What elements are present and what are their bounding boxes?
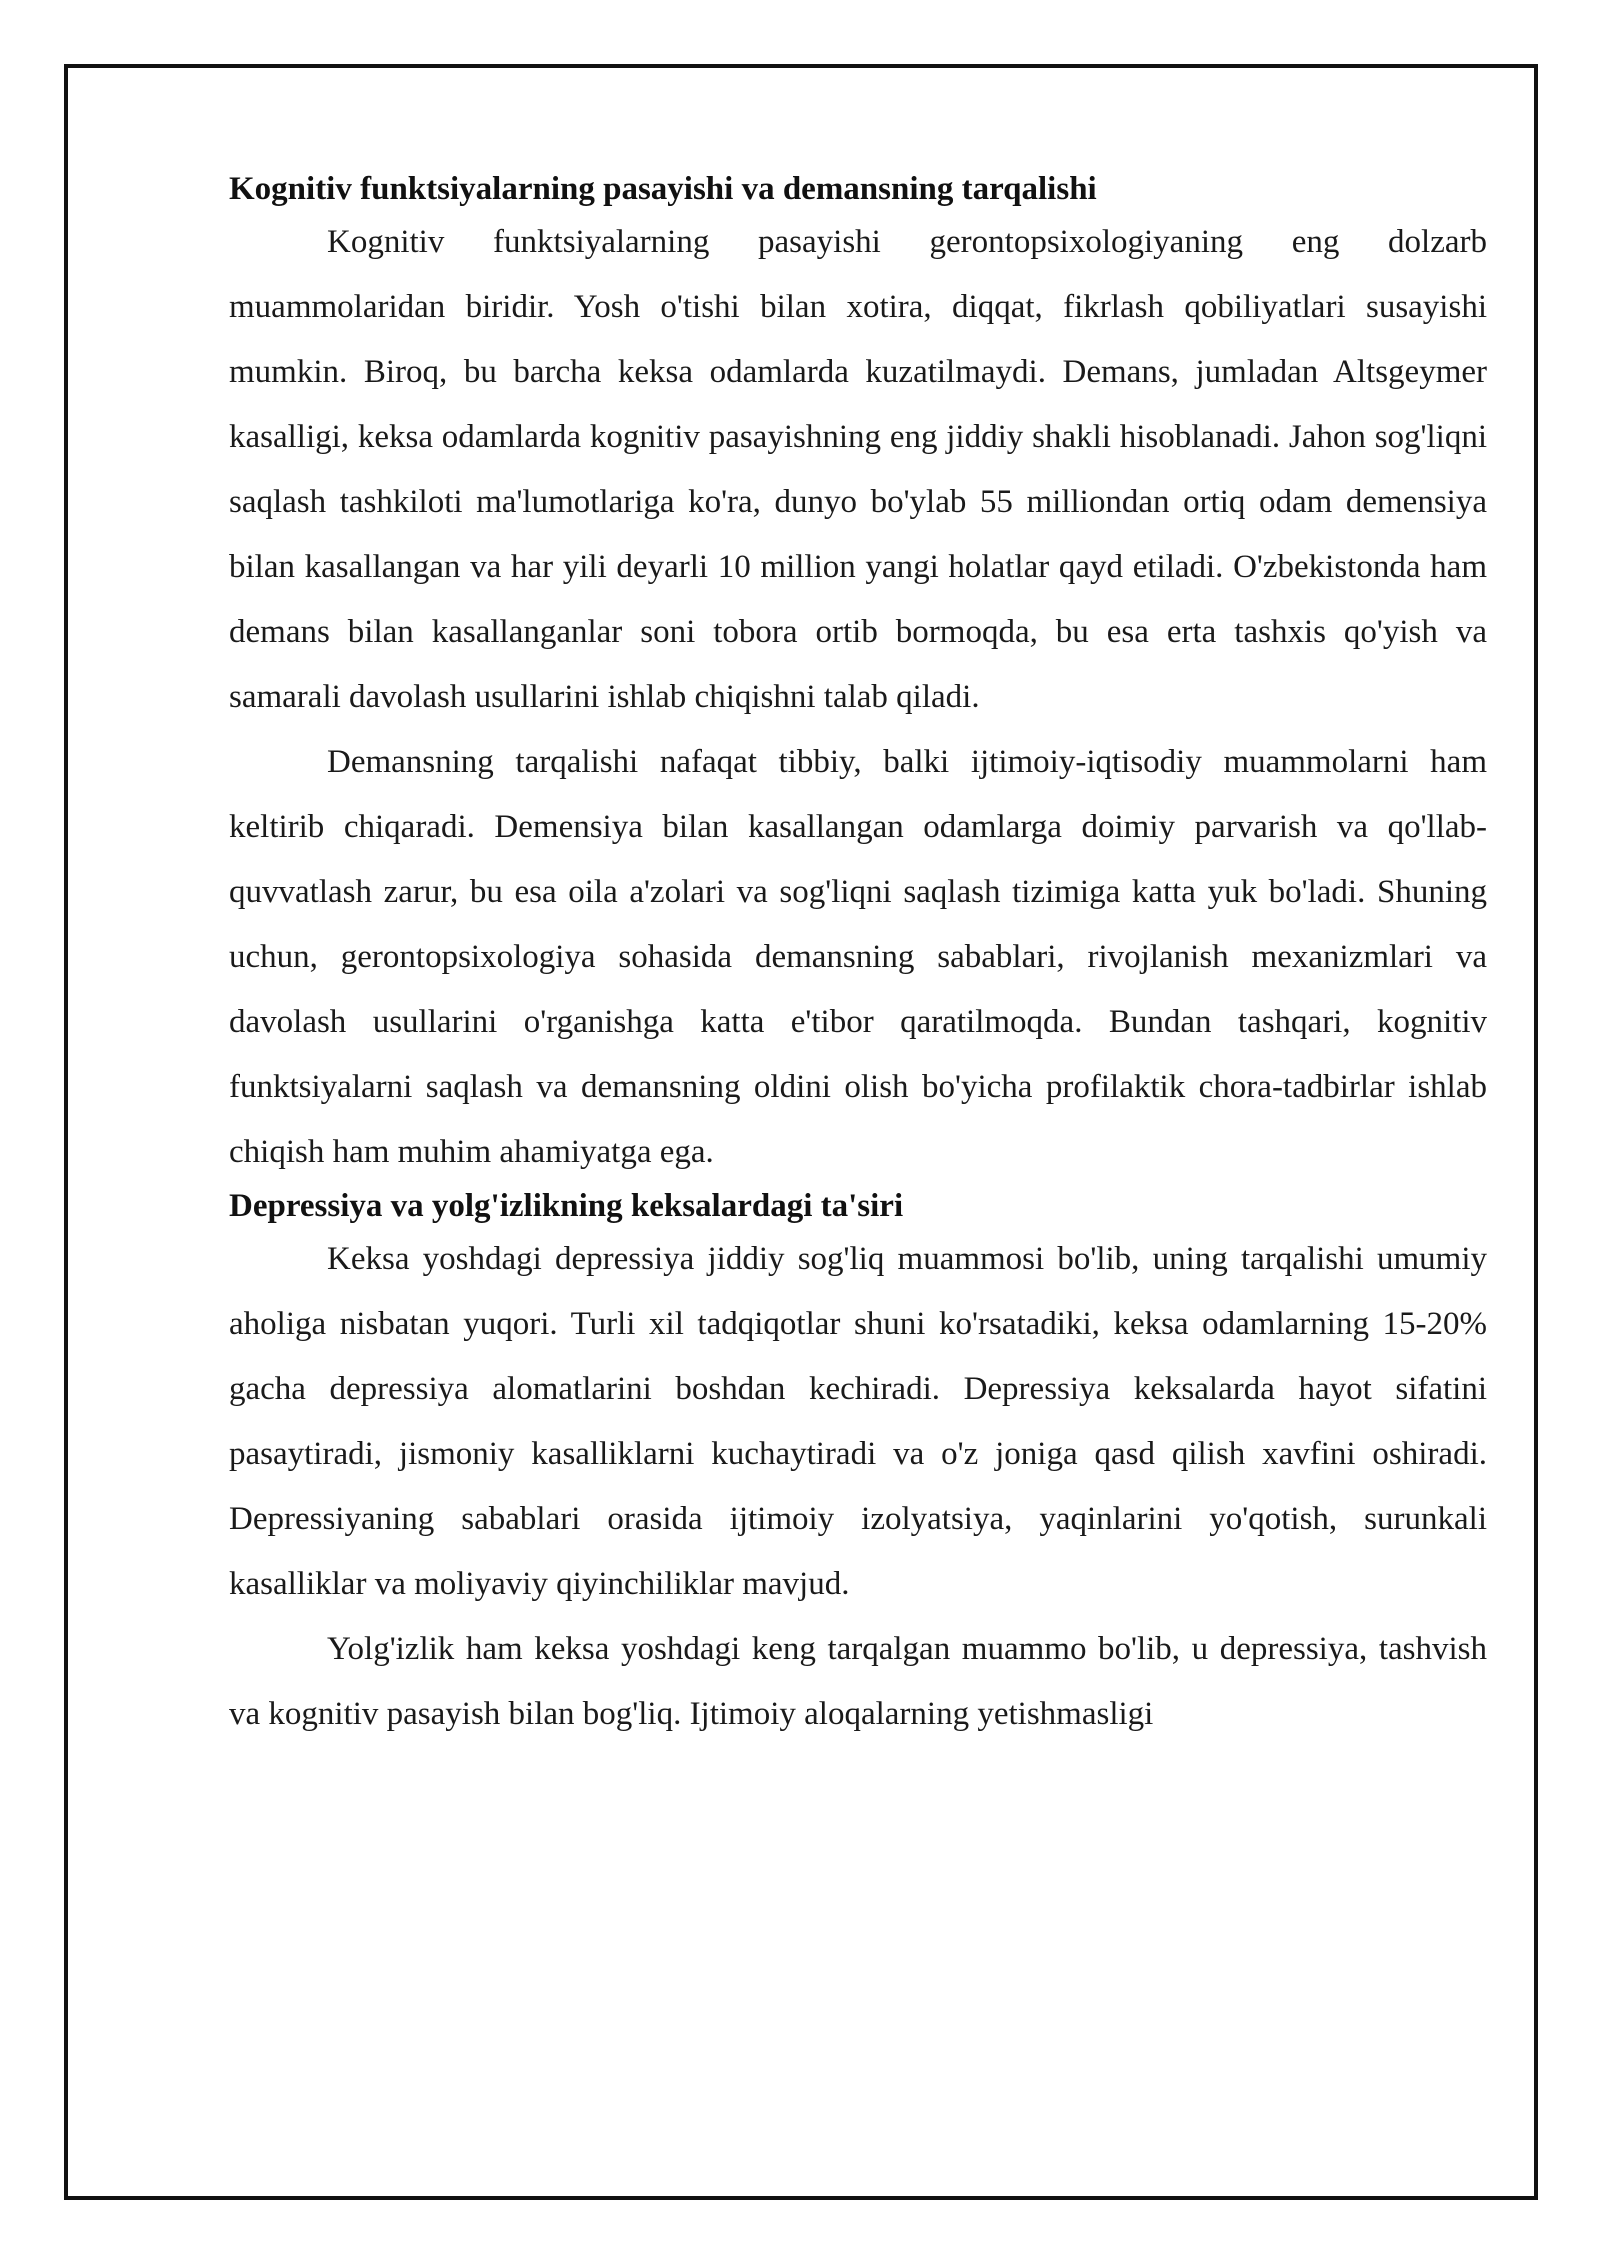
paragraph-depression-1: Keksa yoshdagi depressiya jiddiy sog'liq muammosi bo'lib, uning tarqalishi umumiy aholiga nisbatan yuqori. Turli xil tadqiqotlar shuni ko'rsatadiki, keksa odamlarning 15-20% gacha depressiya alomatlarini boshdan kechiradi. Depressiya keksalarda hayot sifatini pasaytiradi, jismoniy kasalliklarni kuchaytiradi va o'z joniga qasd qilish xavfini oshiradi. Depressiyaning sabablari orasida ijtimoiy izolyatsiya, yaqinlarini yo'qotish, surunkali kasalliklar va moliyaviy qiyinchiliklar mavjud. (229, 1241, 1487, 1602)
paragraph-cognitive-decline-1: Kognitiv funktsiyalarning pasayishi gerontopsixologiyaning eng dolzarb muammolaridan biridir. Yosh o'tishi bilan xotira, diqqat, fikrlash qobiliyatlari susayishi mumkin. Biroq, bu barcha keksa odamlarda kuzatilmaydi. Demans, jumladan Altsgeymer kasalligi, keksa odamlarda kognitiv pasayishning eng jiddiy shakli hisoblanadi. Jahon sog'liqni saqlash tashkiloti ma'lumotlariga ko'ra, dunyo bo'ylab 55 milliondan ortiq odam demensiya bilan kasallangan va har yili deyarli 10 million yangi holatlar qayd etiladi. O'zbekistonda ham demans bilan kasallanganlar soni tobora ortib bormoqda, bu esa erta tashxis qo'yish va samarali davolash usullarini ishlab chiqishni talab qiladi. (229, 224, 1487, 715)
section-heading-depression-loneliness: Depressiya va yolg'izlikning keksalardagi ta'siri (229, 1188, 904, 1224)
section-heading-cognitive-decline: Kognitiv funktsiyalarning pasayishi va demansning tarqalishi (229, 171, 1097, 207)
paragraph-loneliness-1: Yolg'izlik ham keksa yoshdagi keng tarqalgan muammo bo'lib, u depressiya, tashvish va kognitiv pasayish bilan bog'liq. Ijtimoiy aloqalarning yetishmasligi (229, 1631, 1487, 1732)
document-body (229, 168, 1487, 1747)
paragraph-cognitive-decline-2: Demansning tarqalishi nafaqat tibbiy, balki ijtimoiy-iqtisodiy muammolarni ham keltirib chiqaradi. Demensiya bilan kasallangan odamlarga doimiy parvarish va qo'llab-quvvatlash zarur, bu esa oila a'zolari va sog'liqni saqlash tizimiga katta yuk bo'ladi. Shuning uchun, gerontopsixologiya sohasida demansning sabablari, rivojlanish mexanizmlari va davolash usullarini o'rganishga katta e'tibor qaratilmoqda. Bundan tashqari, kognitiv funktsiyalarni saqlash va demansning oldini olish bo'yicha profilaktik chora-tadbirlar ishlab chiqish ham muhim ahamiyatga ega. (229, 744, 1487, 1170)
